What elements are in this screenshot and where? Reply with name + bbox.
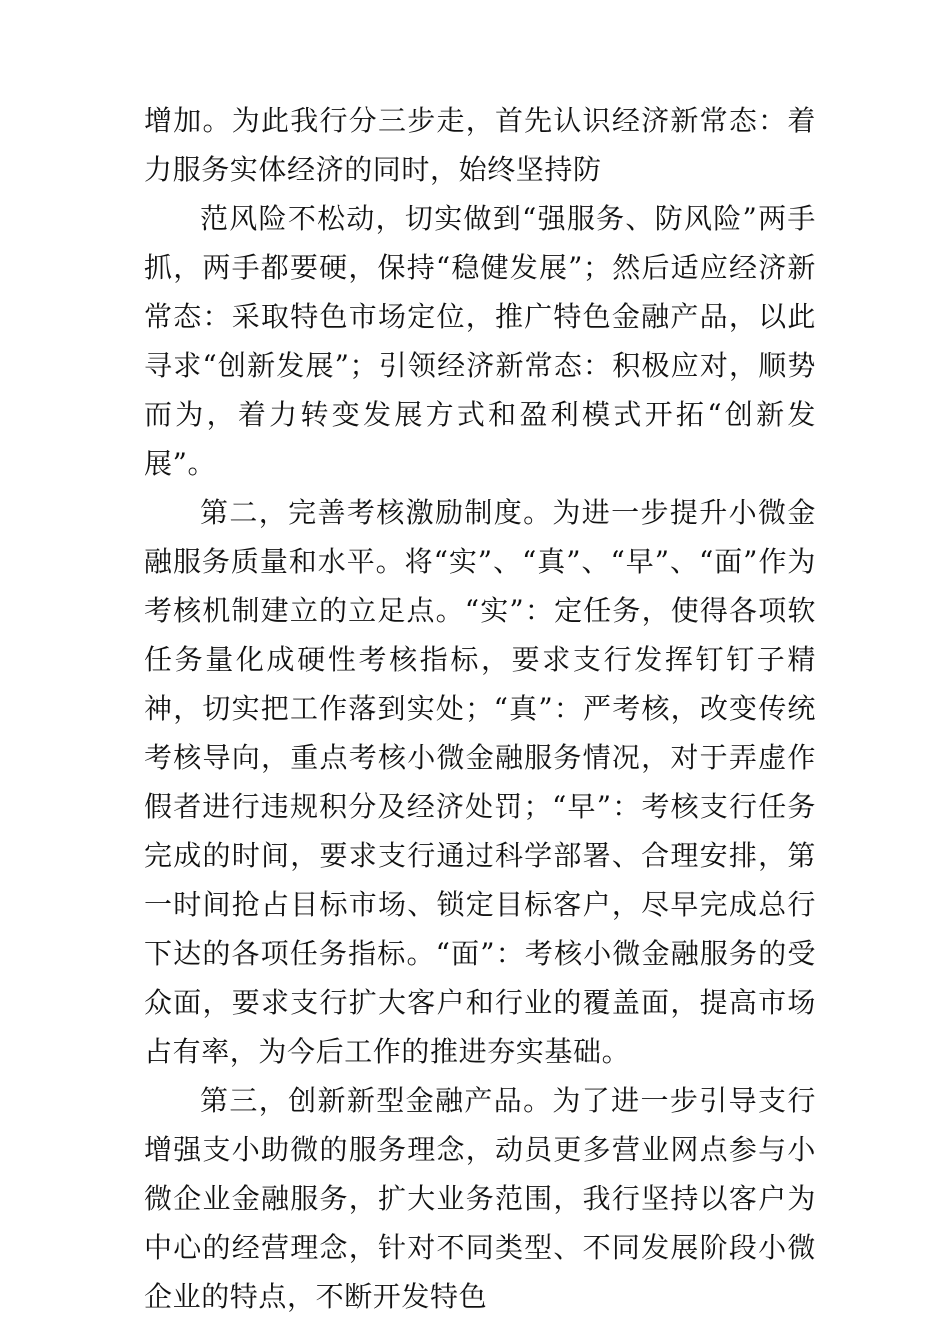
document-body xyxy=(144,96,816,1321)
paragraph-continued: 增加。为此我行分三步走，首先认识经济新常态：着力服务实体经济的同时，始终坚持防 xyxy=(144,104,816,186)
paragraph-risk-control: 范风险不松动，切实做到“强服务、防风险”两手抓，两手都要硬，保持“稳健发展”；然后适应经济新常态：采取特色市场定位，推广特色金融产品，以此寻求“创新发展”；引领经济新常态：积极应对，顺势而为，着力转变发展方式和盈利模式开拓“创新发展”。 xyxy=(144,202,816,480)
paragraph-second-assessment: 第二，完善考核激励制度。为进一步提升小微金融服务质量和水平。将“实”、“真”、“早”、“面”作为考核机制建立的立足点。“实”：定任务，使得各项软任务量化成硬性考核指标，要求支行发挥钉钉子精神，切实把工作落到实处；“真”：严考核，改变传统考核导向，重点考核小微金融服务情况，对于弄虚作假者进行违规积分及经济处罚；“早”：考核支行任务完成的时间，要求支行通过科学部署、合理安排，第一时间抢占目标市场、锁定目标客户，尽早完成总行下达的各项任务指标。“面”：考核小微金融服务的受众面，要求支行扩大客户和行业的覆盖面，提高市场占有率，为今后工作的推进夯实基础。 xyxy=(144,496,816,1068)
paragraph-third-products: 第三，创新新型金融产品。为了进一步引导支行增强支小助微的服务理念，动员更多营业网点参与小微企业金融服务，扩大业务范围，我行坚持以客户为中心的经营理念，针对不同类型、不同发展阶段小微企业的特点，不断开发特色 xyxy=(144,1084,816,1313)
